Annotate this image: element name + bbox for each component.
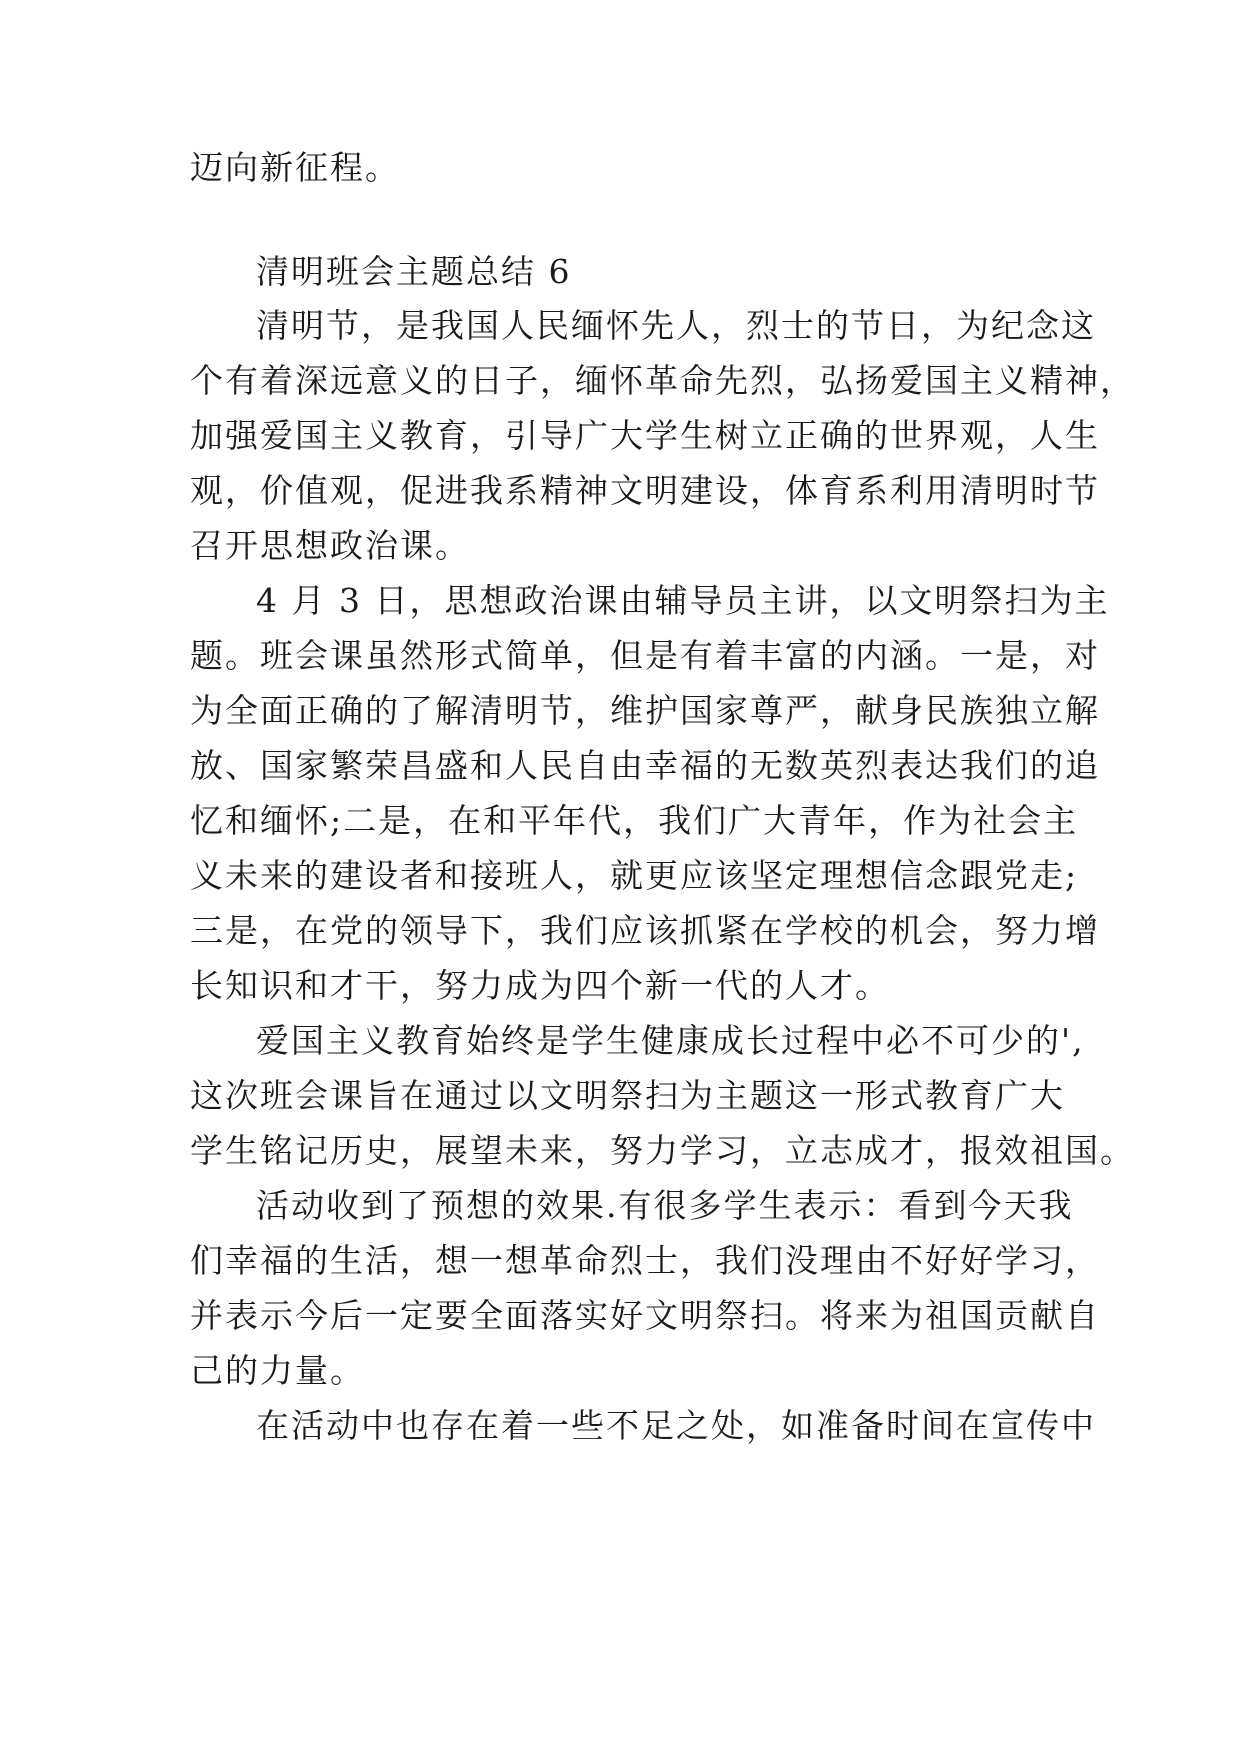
paragraph-line: 召开思想政治课。: [190, 526, 470, 565]
paragraph-line: 忆和缅怀;二是，在和平年代，我们广大青年，作为社会主: [190, 801, 1079, 840]
paragraph-line: 这次班会课旨在通过以文明祭扫为主题这一形式教育广大: [190, 1076, 1065, 1115]
paragraph-line: 观，价值观，促进我系精神文明建设，体育系利用清明时节: [190, 471, 1100, 510]
paragraph-line: 4 月 3 日，思想政治课由辅导员主讲，以文明祭扫为主: [256, 581, 1110, 620]
paragraph-line: 己的力量。: [190, 1351, 365, 1390]
paragraph-line: 三是，在党的领导下，我们应该抓紧在学校的机会，努力增: [190, 911, 1100, 950]
paragraph-line: 题。班会课虽然形式简单，但是有着丰富的内涵。一是，对: [190, 636, 1100, 675]
paragraph-line: 迈向新征程。: [190, 148, 400, 187]
section-heading: 清明班会主题总结 6: [256, 252, 572, 291]
paragraph-line: 并表示今后一定要全面落实好文明祭扫。将来为祖国贡献自: [190, 1296, 1100, 1335]
paragraph-line: 长知识和才干，努力成为四个新一代的人才。: [190, 966, 890, 1005]
paragraph-line: 爱国主义教育始终是学生健康成长过程中必不可少的',: [256, 1021, 1085, 1060]
paragraph-line: 个有着深远意义的日子，缅怀革命先烈，弘扬爱国主义精神，: [190, 361, 1135, 400]
paragraph-line: 在活动中也存在着一些不足之处，如准备时间在宣传中: [256, 1406, 1096, 1445]
paragraph-line: 们幸福的生活，想一想革命烈士，我们没理由不好好学习，: [190, 1241, 1100, 1280]
paragraph-line: 放、国家繁荣昌盛和人民自由幸福的无数英烈表达我们的追: [190, 746, 1100, 785]
paragraph-line: 义未来的建设者和接班人，就更应该坚定理想信念跟党走;: [190, 856, 1079, 895]
paragraph-line: 为全面正确的了解清明节，维护国家尊严，献身民族独立解: [190, 691, 1100, 730]
paragraph-line: 清明节，是我国人民缅怀先人，烈士的节日，为纪念这: [256, 306, 1096, 345]
paragraph-line: 学生铭记历史，展望未来，努力学习，立志成才，报效祖国。: [190, 1131, 1135, 1170]
paragraph-line: 加强爱国主义教育，引导广大学生树立正确的世界观，人生: [190, 416, 1100, 455]
paragraph-line: 活动收到了预想的效果.有很多学生表示：看到今天我: [256, 1186, 1074, 1225]
